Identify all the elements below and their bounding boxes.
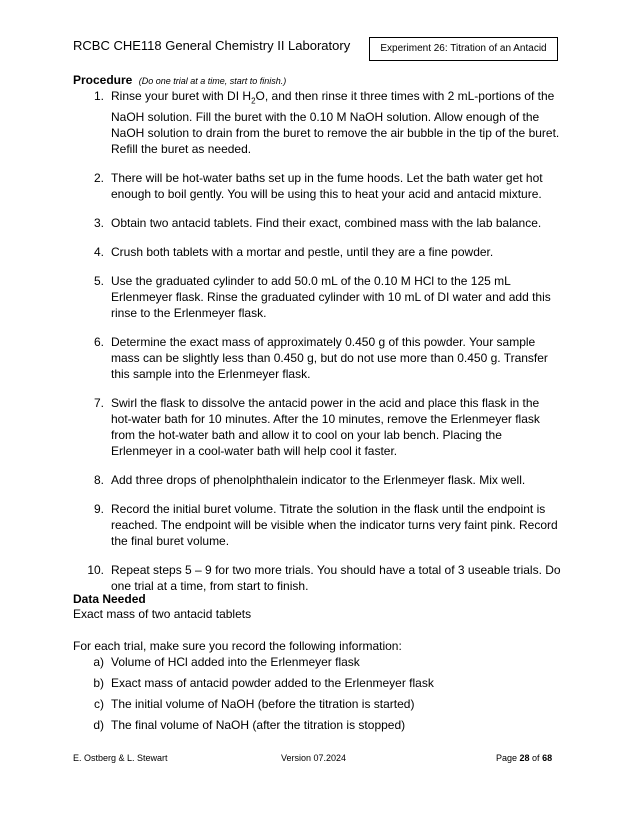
data-item-b (73, 676, 434, 690)
step-4 (73, 244, 563, 260)
item-letter: b) (93, 676, 104, 690)
step-number: 2. (93, 171, 104, 186)
step-10 (73, 562, 563, 594)
footer-page (496, 753, 552, 763)
step-text: Swirl the flask to dissolve the antacid power in the acid and place this flask in the hot-water bath for 10 minutes. After the 10 minutes, remove the Erlenmeyer flask from the hot-water bath and allow it to cool on your lab bench. Placing the Erlenmeyer in a cool-water bath will help cool it faster. (111, 396, 540, 459)
footer-version: Version 07.2024 (281, 753, 347, 763)
step-number: 8. (93, 473, 104, 488)
step-text: Repeat steps 5 – 9 for two more trials. You should have a total of 3 useable trials. Do one trial at a time, from start to finish. (111, 563, 561, 594)
course-title: RCBC CHE118 General Chemistry II Laboratory (73, 38, 351, 53)
step-3 (73, 215, 563, 231)
step-number: 4. (93, 245, 104, 260)
step-number: 1. (93, 89, 104, 103)
item-text: The final volume of NaOH (after the titration is stopped) (111, 718, 406, 732)
step-2 (73, 170, 563, 202)
step-1 (73, 88, 563, 157)
step-number: 5. (93, 274, 104, 289)
step-text: Crush both tablets with a mortar and pestle, until they are a fine powder. (111, 245, 494, 260)
step-5 (73, 273, 563, 321)
step-7 (73, 395, 563, 459)
item-text: Exact mass of antacid powder added to the Erlenmeyer flask (111, 676, 434, 690)
data-item-d (73, 718, 405, 732)
item-text: The initial volume of NaOH (before the titration is started) (111, 697, 415, 711)
page-total: 68 (542, 753, 553, 763)
step-text: Rinse your buret with DI $H_2O$, and then rinse it three times with 2 mL-portions of the NaOH solution. Fill the buret with the 0.10 M NaOH solution. Allow enough of the NaOH solution to drain from the buret to remove the air bubble in the tip of the buret. Refill the buret as needed. (111, 89, 560, 157)
step-number: 6. (93, 335, 104, 350)
data-item-c (73, 697, 414, 711)
data-needed-line: Exact mass of two antacid tablets (73, 607, 252, 621)
item-letter: d) (93, 718, 104, 732)
page-number: 28 (519, 753, 530, 763)
item-letter: c) (94, 697, 104, 711)
procedure-steps (73, 88, 563, 594)
step-text: There will be hot-water baths set up in the fume hoods. Let the bath water get hot enough to boil gently. You will be using this to heat your acid and antacid mixture. (111, 171, 543, 202)
procedure-note: (Do one trial at a time, start to finish.) (138, 76, 287, 86)
procedure-title: Procedure (73, 73, 133, 87)
page-prefix: Page (496, 753, 520, 763)
step-text: Obtain two antacid tablets. Find their exact, combined mass with the lab balance. (111, 216, 542, 231)
item-letter: a) (93, 655, 104, 669)
step-text: Determine the exact mass of approximately 0.450 g of this powder. Your sample mass can be slightly less than 0.450 g, but do not use more than 0.450 g. Transfer this sample into the Erlenmeyer flask. (111, 335, 548, 382)
step-number: 9. (93, 502, 104, 517)
step-number: 7. (93, 396, 104, 411)
page-of: of (529, 753, 543, 763)
step-8 (73, 472, 563, 488)
data-needed-heading: Data Needed (73, 592, 146, 606)
step-9 (73, 501, 563, 549)
experiment-title-box: Experiment 26: Titration of an Antacid (369, 37, 558, 61)
data-needed-intro: For each trial, make sure you record the following information: (73, 639, 402, 653)
step-number: 10. (87, 563, 104, 578)
step-text: Add three drops of phenolphthalein indicator to the Erlenmeyer flask. Mix well. (111, 473, 526, 488)
step-text: Use the graduated cylinder to add 50.0 mL of the 0.10 M HCl to the 125 mL Erlenmeyer flask. Rinse the graduated cylinder with 10 mL of DI water and add this rinse to the Erlenmeyer flask. (111, 274, 551, 321)
procedure-heading (73, 73, 286, 87)
data-item-a (73, 655, 360, 669)
step-text: Record the initial buret volume. Titrate the solution in the flask until the endpoint is reached. The endpoint will be visible when the indicator turns very faint pink. Record the final buret volume. (111, 502, 558, 549)
footer-authors: E. Ostberg & L. Stewart (73, 753, 168, 763)
step-6 (73, 334, 563, 382)
item-text: Volume of HCl added into the Erlenmeyer flask (111, 655, 360, 669)
step-number: 3. (93, 216, 104, 231)
